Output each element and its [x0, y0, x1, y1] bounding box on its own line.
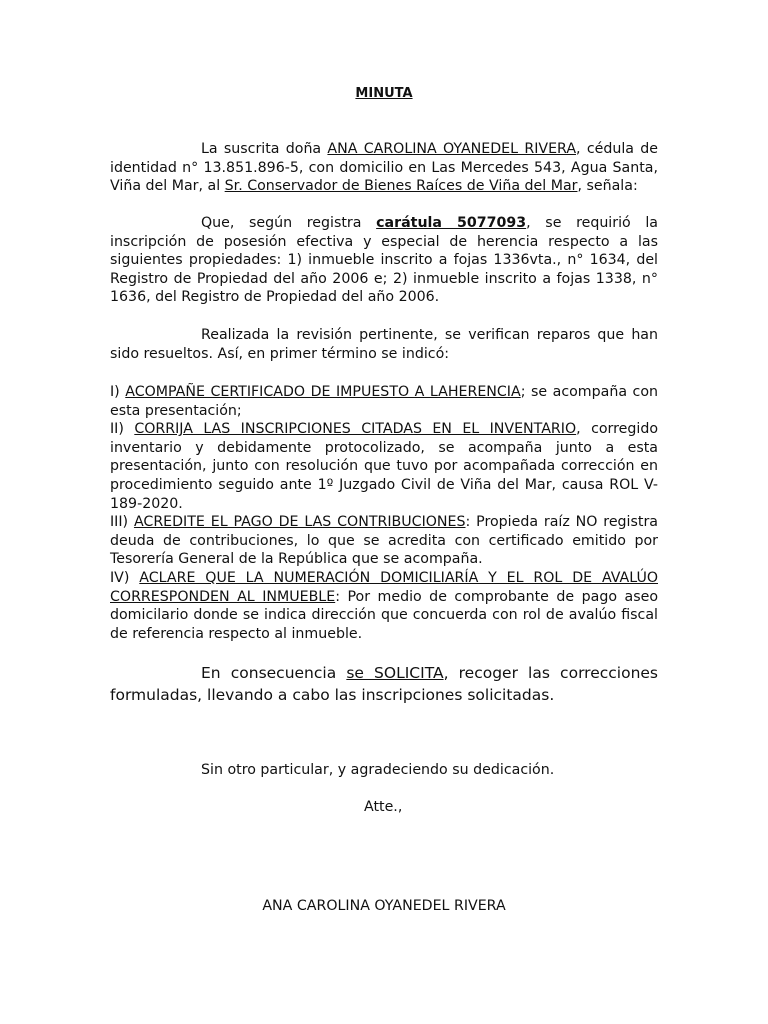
item-number: IV) [110, 569, 140, 586]
items-list [110, 383, 658, 643]
caratula-text-2: , se requirió la inscripción de posesión efectiva y especial de herencia respecto a las siguientes propiedades: 1) inmueble inscrito a fojas 1336vta., n° 1634, del Registro de Propiedad del año 2006 e; 2) inmueble inscrito a fojas 1338, n° 1636, del Registro de Propiedad del año 2006. [110, 215, 658, 306]
list-item [110, 569, 658, 643]
request-text-2: , recoger las correcciones formuladas, llevando a cabo las inscripciones solicitadas. [110, 664, 658, 704]
request-paragraph [110, 662, 658, 706]
document-title: MINUTA [355, 86, 413, 101]
item-text: : Por medio de comprobante de pago aseo domicilario donde se indica dirección que concuerda con rol de avalúo fiscal de referencia respecto al inmueble. [110, 588, 658, 642]
atte-line: Atte., [364, 799, 403, 815]
conservador-addressee: Sr. Conservador de Bienes Raíces de Viña del Mar [224, 178, 578, 195]
list-item [110, 420, 658, 513]
list-item [110, 513, 658, 569]
caratula-text-1: Que, según registra [201, 215, 377, 231]
intro-text-3: , señala: [577, 178, 638, 195]
intro-paragraph [110, 140, 658, 196]
review-text: Realizada la revisión pertinente, se verifican reparos que han sido resueltos. Así, en primer término se indicó: [110, 327, 658, 362]
petitioner-name: ANA CAROLINA OYANEDEL RIVERA [327, 141, 577, 157]
request-text-1: En consecuencia [201, 664, 347, 682]
request-keyword: se SOLICITA [346, 664, 444, 682]
item-number: III) [110, 514, 134, 531]
item-heading: ACOMPAÑE CERTIFICADO DE IMPUESTO A LAHERENCIA [125, 384, 521, 400]
signature-name: ANA CAROLINA OYANEDEL RIVERA [262, 898, 506, 914]
caratula-number: carátula 5077093 [376, 215, 527, 231]
item-heading: ACREDITE EL PAGO DE LAS CONTRIBUCIONES [133, 514, 466, 531]
review-paragraph [110, 326, 658, 363]
item-text: , corregido inventario y debidamente protocolizado, se acompaña junto a esta presentación, junto con resolución que tuvo por acompañada corrección en procedimiento seguido ante 1º Juzgado Civil de Viña del Mar, causa ROL V-189-2020. [110, 421, 659, 512]
item-heading: CORRIJA LAS INSCRIPCIONES CITADAS EN EL INVENTARIO [134, 421, 577, 438]
intro-text-1: La suscrita doña [201, 141, 328, 157]
list-item [110, 383, 658, 420]
item-text: ; se acompaña con esta presentación; [110, 384, 659, 419]
item-heading: ACLARE QUE LA NUMERACIÓN DOMICILIARÍA Y EL ROL DE AVALÚO CORRESPONDEN AL INMUEBLE [110, 569, 658, 605]
item-number: I) [110, 384, 126, 400]
item-text: : Propieda raíz NO registra deuda de contribuciones, lo que se acredita con certificado emitido por Tesorería General de la República que se acompaña. [110, 514, 658, 568]
caratula-paragraph [110, 214, 658, 307]
intro-text-2: , cédula de identidad n° 13.851.896-5, con domicilio en Las Mercedes 543, Agua Santa, Viña del Mar, al [110, 141, 658, 195]
closing-line: Sin otro particular, y agradeciendo su dedicación. [201, 762, 555, 778]
item-number: II) [110, 421, 135, 438]
